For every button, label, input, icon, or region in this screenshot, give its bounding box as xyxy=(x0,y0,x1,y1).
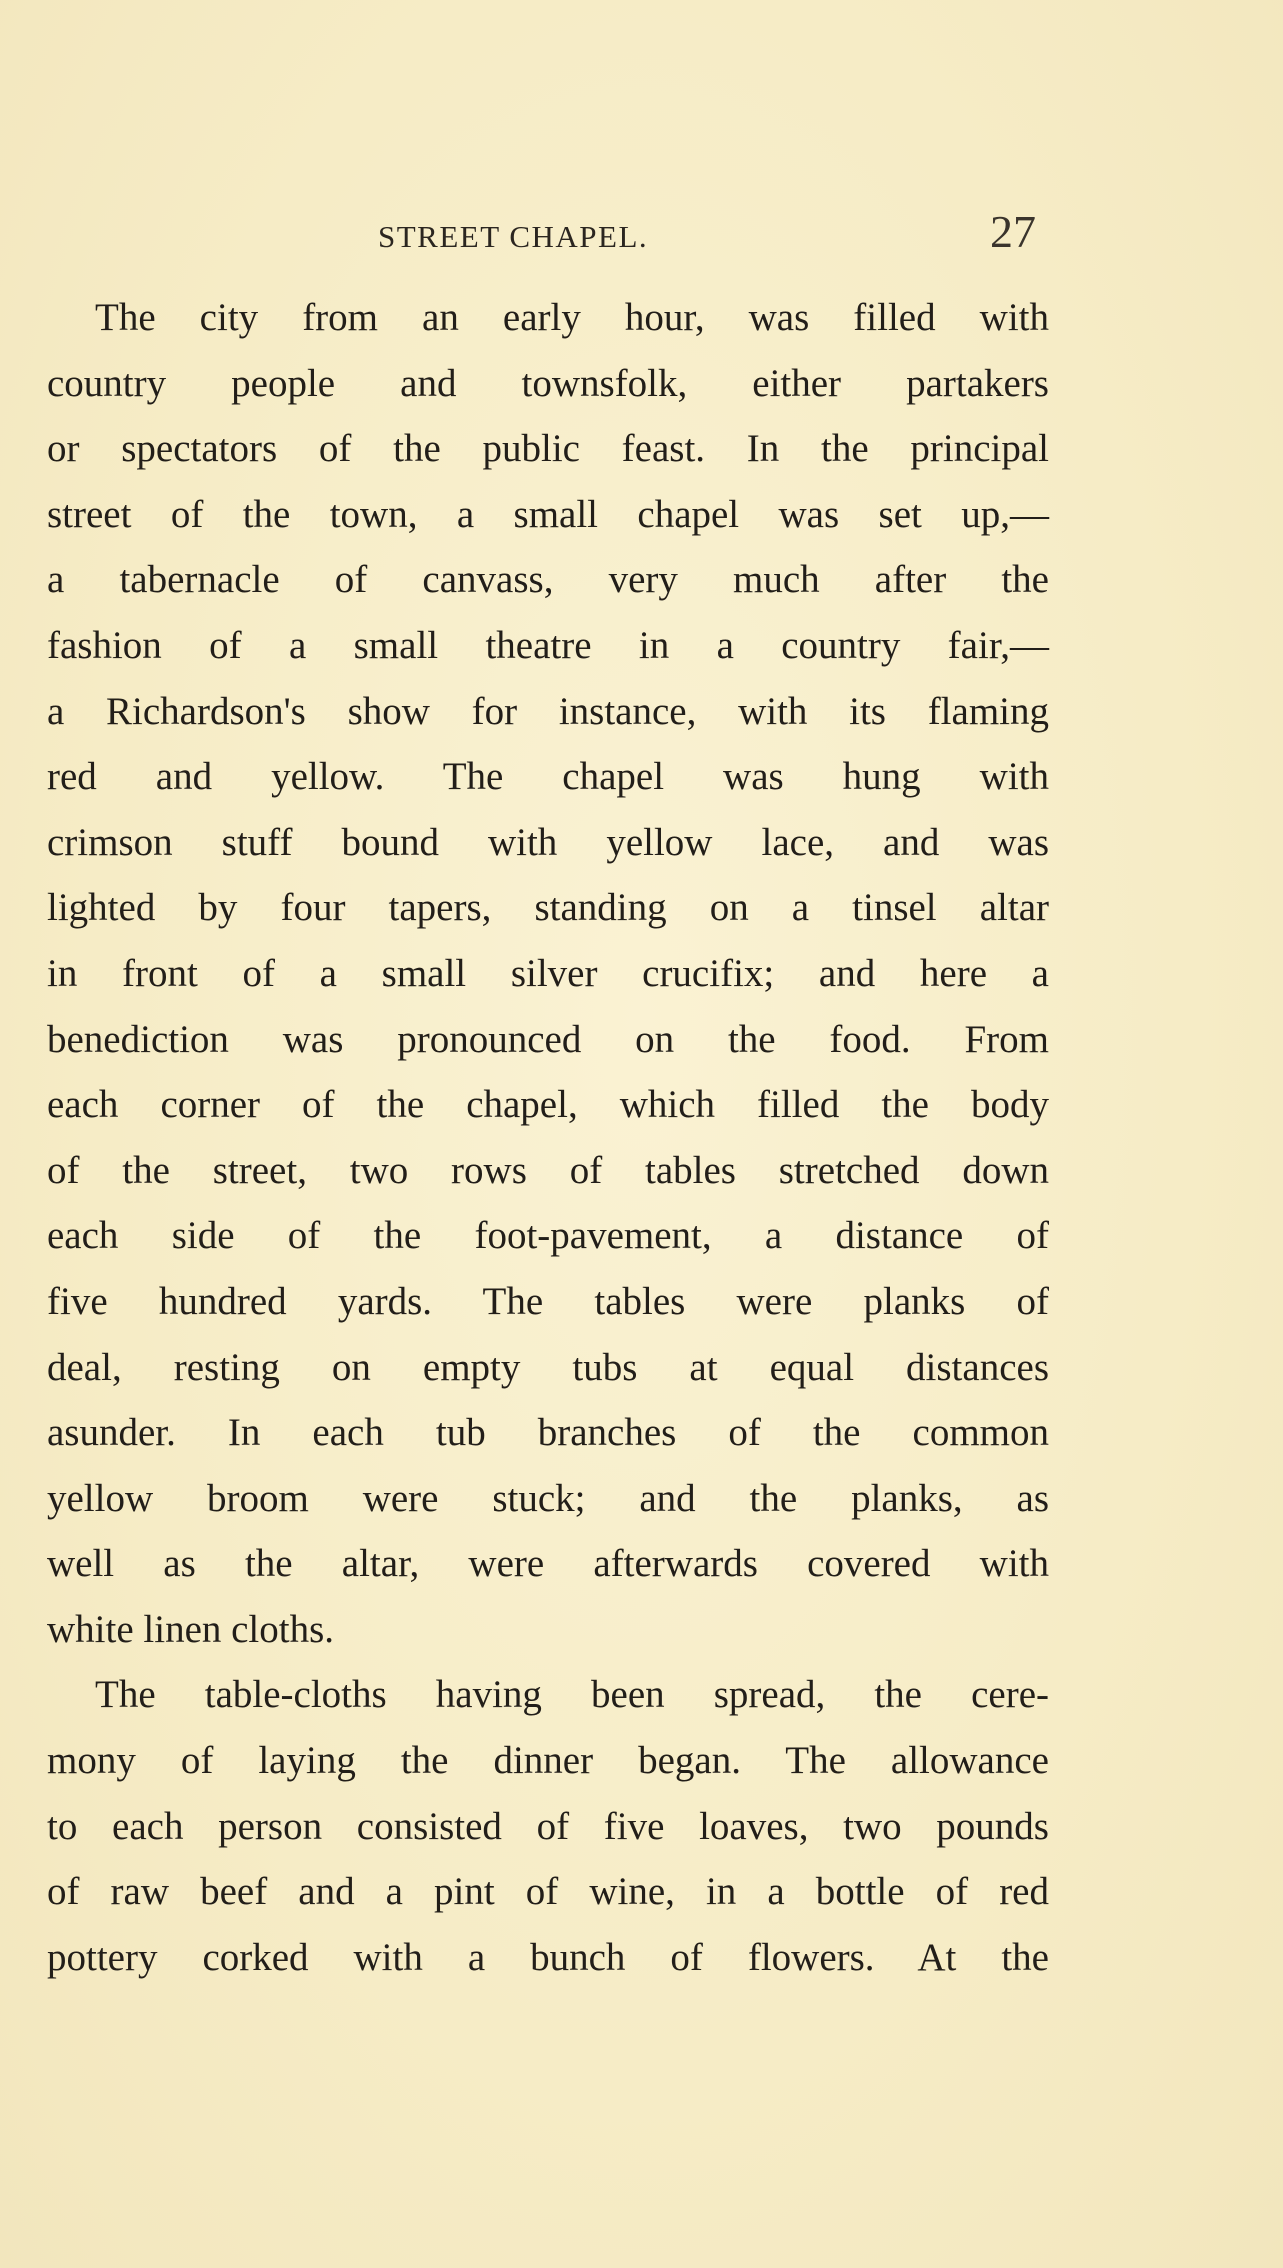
page-number: 27 xyxy=(990,206,1036,257)
text-line: in front of a small silver crucifix; and here a xyxy=(47,951,1049,995)
text-line: street of the town, a small chapel was set up,— xyxy=(47,492,1049,536)
text-line: pottery corked with a bunch of flowers. At the xyxy=(47,1935,1049,1979)
paragraph-1 xyxy=(47,285,1049,1662)
text-line: white linen cloths. xyxy=(47,1607,335,1651)
text-line: each side of the foot-pavement, a distance of xyxy=(47,1214,1049,1258)
text-line: benediction was pronounced on the food. From xyxy=(47,1017,1049,1061)
text-line: deal, resting on empty tubs at equal distances xyxy=(47,1345,1049,1389)
text-line: The city from an early hour, was filled with xyxy=(95,296,1049,339)
text-line: fashion of a small theatre in a country fair,— xyxy=(47,623,1049,667)
text-line: The table-cloths having been spread, the cere- xyxy=(95,1673,1049,1717)
text-line: to each person consisted of five loaves, two pounds xyxy=(47,1804,1049,1848)
text-line: crimson stuff bound with yellow lace, and was xyxy=(47,820,1049,864)
text-line: mony of laying the dinner began. The allowance xyxy=(47,1739,1049,1783)
text-line: well as the altar, were afterwards covered with xyxy=(47,1542,1049,1586)
text-line: five hundred yards. The tables were planks of xyxy=(47,1279,1049,1323)
text-line: red and yellow. The chapel was hung with xyxy=(47,755,1049,799)
text-line: yellow broom were stuck; and the planks, as xyxy=(47,1476,1049,1520)
text-line: of raw beef and a pint of wine, in a bottle of red xyxy=(47,1870,1049,1914)
text-line: a Richardson's show for instance, with its flaming xyxy=(47,689,1049,733)
text-line: of the street, two rows of tables stretched down xyxy=(47,1148,1049,1192)
running-title: STREET CHAPEL. xyxy=(378,219,649,254)
text-line: or spectators of the public feast. In the principal xyxy=(47,427,1049,471)
text-line: each corner of the chapel, which filled the body xyxy=(47,1083,1049,1127)
text-line: country people and townsfolk, either partakers xyxy=(47,361,1049,405)
paragraph-2 xyxy=(47,1662,1049,1990)
text-line: asunder. In each tub branches of the common xyxy=(47,1411,1049,1455)
running-head xyxy=(0,205,1283,265)
text-line: a tabernacle of canvass, very much after the xyxy=(47,558,1049,602)
body-text xyxy=(47,285,1049,1990)
text-line: lighted by four tapers, standing on a tinsel altar xyxy=(47,886,1049,930)
